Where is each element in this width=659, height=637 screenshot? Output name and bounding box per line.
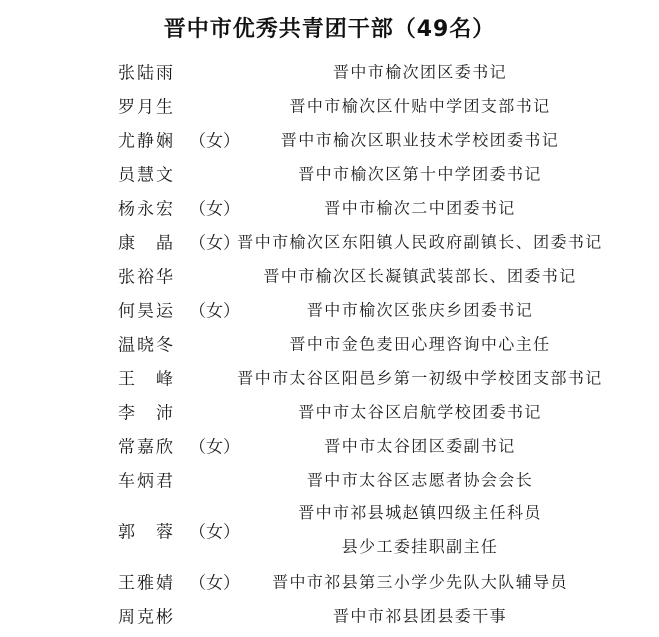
honoree-name: 张陆雨: [118, 63, 175, 84]
honoree-list: [0, 54, 659, 632]
honoree-position: 晋中市榆次区张庆乡团委书记: [306, 300, 534, 320]
list-item: [0, 564, 659, 598]
list-item: [0, 462, 659, 496]
list-item: [0, 258, 659, 292]
list-item: [0, 326, 659, 360]
honoree-position: 晋中市榆次区职业技术学校团委书记: [280, 130, 560, 150]
gender-note: （女）: [189, 437, 240, 458]
honoree-position: 晋中市祁县团县委干事: [332, 606, 508, 626]
honoree-position: 晋中市榆次区东阳镇人民政府副镇长、团委书记: [237, 232, 603, 252]
list-item: [0, 428, 659, 462]
gender-note: （女）: [189, 199, 240, 220]
honoree-name: 张裕华: [118, 267, 175, 288]
honoree-name: 康 晶: [118, 233, 175, 254]
gender-note: （女）: [189, 522, 240, 543]
honoree-position: 晋中市太谷区志愿者协会会长: [306, 470, 534, 490]
honoree-name: 王 峰: [118, 369, 175, 390]
honoree-position: 晋中市榆次区长凝镇武装部长、团委书记: [263, 266, 577, 286]
honoree-position: 晋中市太谷区启航学校团委书记: [298, 402, 542, 422]
honoree-name: 员慧文: [118, 165, 175, 186]
list-item: [0, 156, 659, 190]
list-item: [0, 496, 659, 564]
list-item: [0, 394, 659, 428]
list-item: [0, 224, 659, 258]
list-item: [0, 292, 659, 326]
honoree-position: 晋中市金色麦田心理咨询中心主任: [289, 334, 551, 354]
honoree-position: 晋中市榆次团区委书记: [332, 62, 508, 82]
list-item: [0, 360, 659, 394]
honoree-position: 晋中市榆次二中团委书记: [324, 198, 516, 218]
honoree-name: 常嘉欣: [118, 437, 175, 458]
honoree-name: 杨永宏: [118, 199, 175, 220]
list-item: [0, 122, 659, 156]
gender-note: （女）: [189, 301, 240, 322]
honoree-position: 县少工委挂职副主任: [341, 537, 499, 556]
gender-note: （女）: [189, 233, 240, 254]
honoree-name: 罗月生: [118, 97, 175, 118]
honoree-name: 何昊运: [118, 301, 175, 322]
honoree-position: 晋中市太谷团区委副书记: [324, 436, 516, 456]
honoree-position: 晋中市榆次区什贴中学团支部书记: [289, 96, 551, 116]
document-title: 晋中市优秀共青团干部（49名）: [163, 17, 496, 42]
gender-note: （女）: [189, 131, 240, 152]
list-item: [0, 598, 659, 632]
list-item: [0, 190, 659, 224]
honoree-name: 尤静娴: [118, 131, 175, 152]
honoree-position: 晋中市榆次区第十中学团委书记: [298, 164, 542, 184]
list-item: [0, 54, 659, 88]
honoree-position: 晋中市祁县城赵镇四级主任科员: [298, 503, 542, 522]
honoree-name: 郭 蓉: [118, 522, 175, 543]
honoree-name: 李 沛: [118, 403, 175, 424]
honoree-name: 温晓冬: [118, 335, 175, 356]
honoree-position: 晋中市祁县第三小学少先队大队辅导员: [272, 572, 568, 592]
honoree-name: 王雅婧: [118, 573, 175, 594]
gender-note: （女）: [189, 573, 240, 594]
list-item: [0, 88, 659, 122]
honoree-name: 周克彬: [118, 607, 175, 628]
honoree-position: 晋中市太谷区阳邑乡第一初级中学校团支部书记: [237, 368, 603, 388]
honoree-name: 车炳君: [118, 471, 175, 492]
